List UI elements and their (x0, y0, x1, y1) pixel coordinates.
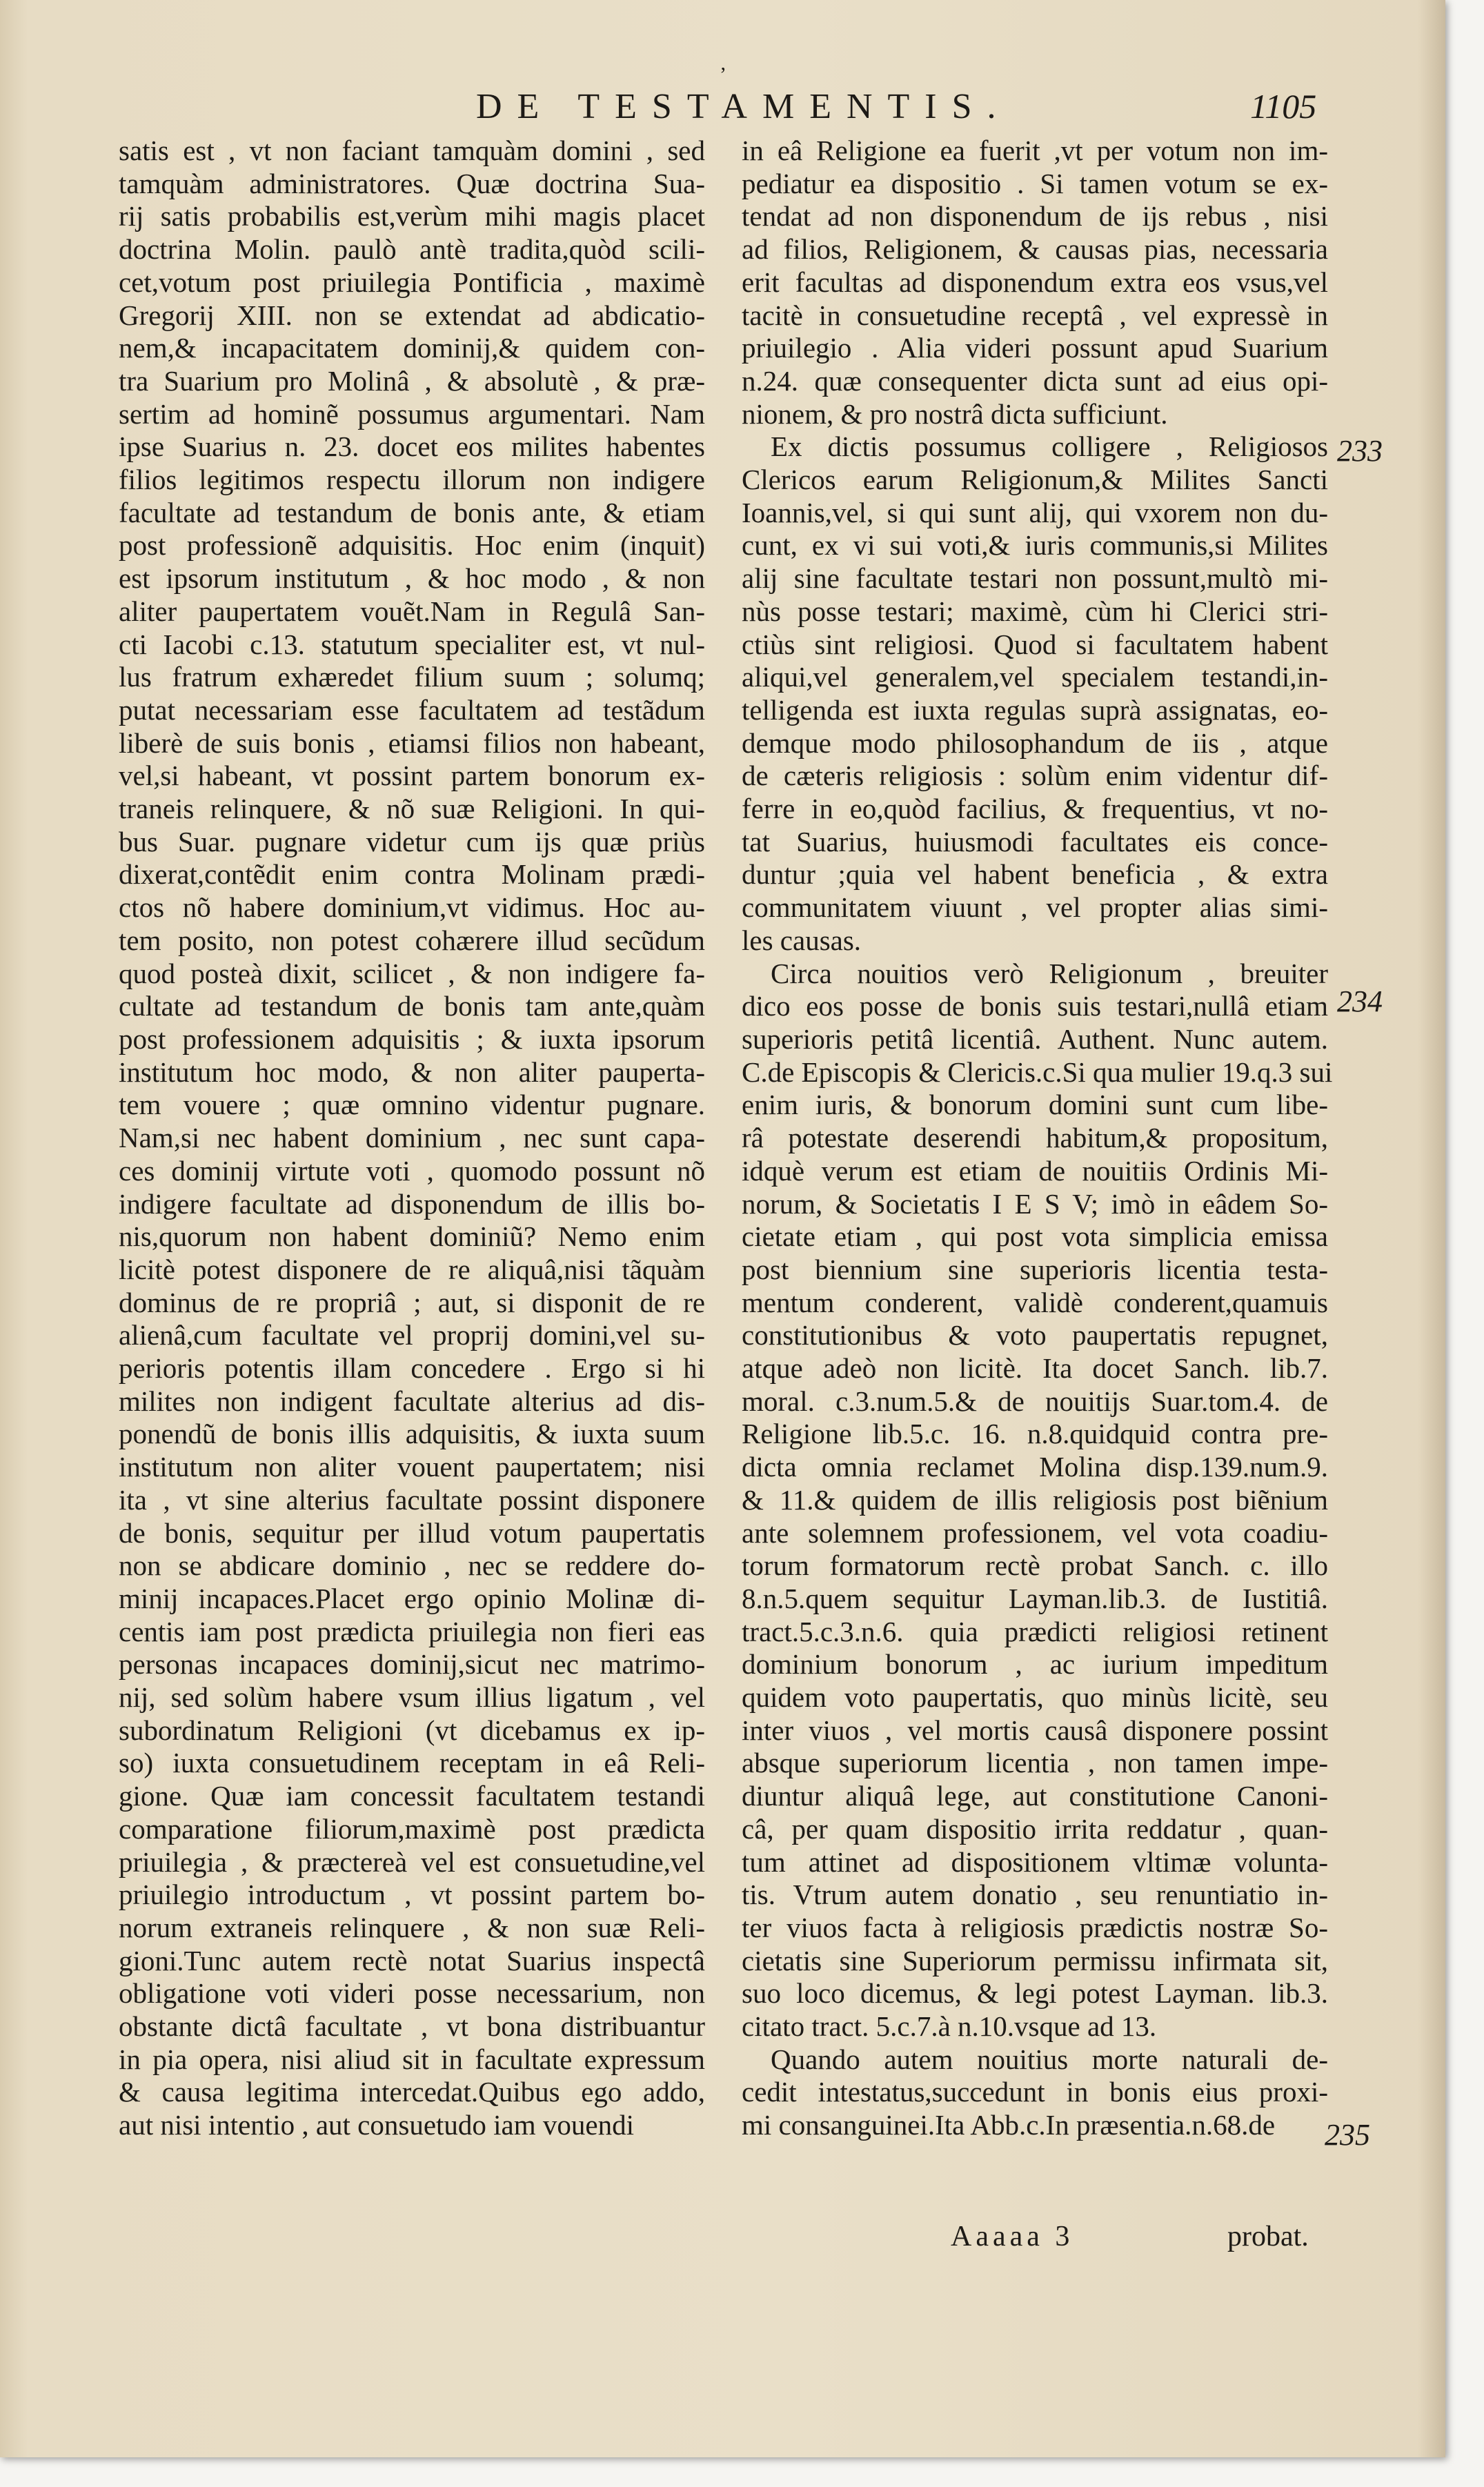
text-line: quod posteà dixit, scilicet , & non indigere fa- (119, 957, 705, 989)
text-line: ante solemnem professionem, vel vota coadiu- (742, 1516, 1328, 1549)
text-line: cti Iacobi c.13. statutum specialiter est, vt nul- (119, 628, 705, 660)
text-line: comparatione filiorum,maximè post prædicta (119, 1812, 705, 1845)
text-line: ita , vt sine alterius facultate possint disponere (119, 1483, 705, 1516)
text-line: tendat ad non disponendum de ijs rebus , nisi (742, 200, 1328, 232)
text-line: ferre in eo,quòd facilius, & frequentius, vt no- (742, 793, 1328, 825)
text-line: liberè de suis bonis , etiamsi filios non habeant, (119, 726, 705, 759)
text-line: tamquàm administratores. Quæ doctrina Sua- (119, 167, 705, 199)
text-line: bus Suar. pugnare videtur cum ijs quæ priùs (119, 825, 705, 858)
text-line: inter viuos , vel mortis causâ disponere possint (742, 1714, 1328, 1746)
text-line: licitè potest disponere de re aliquâ,nisi tãquàm (119, 1253, 705, 1285)
text-line: personas incapaces dominij,sicut nec matrimo- (119, 1648, 705, 1681)
text-line: dico eos posse de bonis suis testari,nullâ etiam (742, 990, 1328, 1022)
text-line: vel,si habeant, vt possint partem bonorum ex- (119, 760, 705, 792)
left-text-column (119, 135, 705, 2142)
text-line: ponendũ de bonis illis adquisitis, & iuxta suum (119, 1418, 705, 1450)
text-line: nij, sed solùm habere vsum illius ligatum , vel (119, 1681, 705, 1714)
text-line: tis. Vtrum autem donatio , seu renuntiatio in- (742, 1879, 1328, 1911)
text-line: perioris potentis illam concedere . Ergo si hi (119, 1352, 705, 1385)
text-line: nùs posse testari; maximè, cùm hi Clerici stri- (742, 595, 1328, 627)
text-line: rij satis probabilis est,verùm mihi magis placet (119, 200, 705, 232)
text-line: aliqui,vel generalem,vel specialem testandi,in- (742, 661, 1328, 693)
text-line: filios legitimos respectu illorum non indigere (119, 464, 705, 496)
text-line: est ipsorum institutum , & hoc modo , & non (119, 562, 705, 595)
text-line: torum formatorum rectè probat Sanch. c. illo (742, 1549, 1328, 1582)
text-line: traneis relinquere, & nõ suæ Religioni. In qui- (119, 793, 705, 825)
text-line: erit facultas ad disponendum extra eos vsus,vel (742, 266, 1328, 298)
text-line: 8.n.5.quem sequitur Layman.lib.3. de Iustitiâ. (742, 1582, 1328, 1614)
text-line: de bonis, sequitur per illud votum paupertatis (119, 1516, 705, 1549)
text-line: absque superiorum licentia , non tamen impe- (742, 1747, 1328, 1779)
text-line: cunt, ex vi sui voti,& iuris communis,si Milites (742, 529, 1328, 562)
text-line: obstante dictâ facultate , vt bona distribuantur (119, 2010, 705, 2043)
margin-number: 233 (1337, 434, 1383, 468)
margin-number: 235 (1325, 2118, 1370, 2152)
page-number: 1105 (1250, 87, 1317, 126)
text-line: quidem voto paupertatis, quo minùs licitè, seu (742, 1681, 1328, 1714)
text-line: alij sine facultate testari non possunt,multò mi- (742, 562, 1328, 595)
text-line: priuilegia , & præctereà vel est consuetudine,vel (119, 1845, 705, 1878)
text-line: C.de Episcopis & Clericis.c.Si qua mulier 19.q.3 sui (742, 1056, 1333, 1088)
text-line: tum attinet ad dispositionem vltimæ volunta- (742, 1845, 1328, 1878)
margin-number: 234 (1337, 984, 1383, 1018)
text-line: cietate etiam , qui post vota simplicia emissa (742, 1220, 1328, 1253)
text-line: post professionẽ adquisitis. Hoc enim (inquit) (119, 529, 705, 562)
text-line: moral. c.3.num.5.& de nouitijs Suar.tom.4. de (742, 1385, 1328, 1417)
text-line: gioni.Tunc autem rectè notat Suarius inspectâ (119, 1944, 705, 1976)
text-line: in eâ Religione ea fuerit ,vt per votum non im- (742, 135, 1328, 166)
signature-mark: Aaaaa 3 (951, 2221, 1074, 2252)
text-line: pediatur ea dispositio . Si tamen votum se ex- (742, 167, 1328, 199)
text-line: nionem, & pro nostrâ dicta sufficiunt. (742, 397, 1168, 430)
right-text-column (742, 135, 1333, 2142)
text-line: satis est , vt non faciant tamquàm domini , sed (119, 135, 705, 166)
text-line: aliter paupertatem vouẽt.Nam in Regulâ San- (119, 595, 705, 627)
text-line: mi consanguinei.Ita Abb.c.In præsentia.n.68.de (742, 2109, 1276, 2141)
text-line: communitatem viuunt , vel propter alias simi- (742, 891, 1328, 924)
text-line: Quando autem nouitius morte naturali de- (771, 2043, 1328, 2075)
text-line: subordinatum Religioni (vt dicebamus ex ip- (119, 1714, 705, 1746)
text-line: les causas. (742, 924, 862, 956)
text-line: alienâ,cum facultate vel proprij domini,vel su- (119, 1319, 705, 1351)
text-line: idquè verum est etiam de nouitiis Ordinis Mi- (742, 1154, 1328, 1187)
text-line: institutum non aliter vouent paupertatem; nisi (119, 1451, 705, 1483)
text-line: Circa nouitios verò Religionum , breuiter (771, 957, 1328, 989)
text-line: câ, per quam dispositio irrita reddatur , quan- (742, 1812, 1328, 1845)
text-line: cietatis sine Superiorum permissu infirmata sit, (742, 1944, 1328, 1976)
catchword: probat. (1227, 2221, 1309, 2252)
text-line: putat necessariam esse facultatem ad testãdum (119, 693, 705, 726)
text-line: Ex dictis possumus colligere , Religiosos (771, 430, 1328, 463)
text-line: tacitè in consuetudine receptâ , vel expressè in (742, 299, 1328, 331)
text-line: citato tract. 5.c.7.à n.10.vsque ad 13. (742, 2010, 1157, 2043)
text-line: cedit intestatus,succedunt in bonis eius proxi- (742, 2076, 1328, 2108)
text-line: lus fratrum exhæredet filium suum ; solumq; (119, 661, 705, 693)
stray-ink-mark: ʼ (720, 63, 726, 86)
text-line: cultate ad testandum de bonis tam ante,quàm (119, 990, 705, 1022)
text-line: sertim ad hominẽ possumus argumentari. Nam (119, 397, 705, 430)
text-line: & causa legitima intercedat.Quibus ego addo, (119, 2076, 705, 2108)
text-line: gione. Quæ iam concessit facultatem testandi (119, 1780, 705, 1812)
text-line: & 11.& quidem de illis religiosis post biẽnium (742, 1483, 1328, 1516)
text-line: tat Suarius, huiusmodi facultates eis conce- (742, 825, 1328, 858)
text-line: obligatione voti videri posse necessarium, non (119, 1977, 705, 2010)
text-line: de cæteris religiosis : solùm enim videntur dif- (742, 760, 1328, 792)
text-line: tract.5.c.3.n.6. quia prædicti religiosi retinent (742, 1615, 1328, 1647)
text-line: dixerat,contẽdit enim contra Molinam prædi- (119, 858, 705, 891)
text-line: mentum conderent, validè conderent,quamuis (742, 1286, 1328, 1318)
text-line: institutum hoc modo, & non aliter pauperta- (119, 1056, 705, 1088)
running-head: DE TESTAMENTIS. (476, 87, 1011, 126)
text-line: post professionem adquisitis ; & iuxta ipsorum (119, 1022, 705, 1055)
text-line: dominus de re propriâ ; aut, si disponit de re (119, 1286, 705, 1318)
text-line: tem posito, non potest cohærere illud secũdum (119, 924, 705, 956)
text-line: suo loco dicemus, & legi potest Layman. lib.3. (742, 1977, 1328, 2010)
text-line: Nam,si nec habent dominium , nec sunt capa- (119, 1122, 705, 1154)
text-line: non se abdicare dominio , nec se reddere do- (119, 1549, 705, 1582)
text-line: priuilegio . Alia videri possunt apud Suarium (742, 332, 1328, 364)
text-line: ter viuos facta à religiosis prædictis nostræ So- (742, 1911, 1328, 1943)
text-line: Clericos earum Religionum,& Milites Sancti (742, 464, 1328, 496)
text-line: enim iuris, & bonorum domini sunt cum libe- (742, 1089, 1328, 1121)
text-line: indigere facultate ad disponendum de illis bo- (119, 1187, 705, 1220)
text-line: duntur ;quia vel habent beneficia , & extra (742, 858, 1328, 891)
text-line: centis iam post prædicta priuilegia non fieri eas (119, 1615, 705, 1647)
text-line: so) iuxta consuetudinem receptam in eâ Reli- (119, 1747, 705, 1779)
text-line: râ potestate deserendi habitum,& propositum, (742, 1122, 1328, 1154)
text-line: ad filios, Religionem, & causas pias, necessaria (742, 233, 1328, 266)
text-line: doctrina Molin. paulò antè tradita,quòd scili- (119, 233, 705, 266)
text-line: ipse Suarius n. 23. docet eos milites habentes (119, 430, 705, 463)
text-line: milites non indigent facultate alterius ad dis- (119, 1385, 705, 1417)
text-line: diuntur aliquâ lege, aut constitutione Canoni- (742, 1780, 1328, 1812)
text-line: constitutionibus & voto paupertatis repugnet, (742, 1319, 1328, 1351)
text-line: atque adeò non licitè. Ita docet Sanch. lib.7. (742, 1352, 1328, 1385)
text-line: tem vouere ; quæ omnino videntur pugnare. (119, 1089, 705, 1121)
text-line: nis,quorum non habent dominiũ? Nemo enim (119, 1220, 705, 1253)
text-line: norum extraneis relinquere , & non suæ Reli- (119, 1911, 705, 1943)
text-line: norum, & Societatis I E S V; imò in eâdem So- (742, 1187, 1328, 1220)
text-line: nem,& incapacitatem dominij,& quidem con- (119, 332, 705, 364)
text-line: ces dominij virtute voti , quomodo possunt nõ (119, 1154, 705, 1187)
text-line: dicta omnia reclamet Molina disp.139.num.9. (742, 1451, 1328, 1483)
text-line: ctos nõ habere dominium,vt vidimus. Hoc au- (119, 891, 705, 924)
text-line: telligenda est iuxta regulas suprà assignatas, eo- (742, 693, 1328, 726)
text-line: cet,votum post priuilegia Pontificia , maximè (119, 266, 705, 298)
text-line: aut nisi intentio , aut consuetudo iam vouendi (119, 2109, 634, 2141)
text-line: Ioannis,vel, si qui sunt alij, qui vxorem non du- (742, 496, 1328, 528)
text-line: ctiùs sint religiosi. Quod si facultatem habent (742, 628, 1328, 660)
text-line: tra Suarium pro Molinâ , & absolutè , & præ- (119, 364, 705, 397)
text-line: post biennium sine superioris licentia testa- (742, 1253, 1328, 1285)
text-line: Gregorij XIII. non se extendat ad abdicatio- (119, 299, 705, 331)
text-line: superioris petitâ licentiâ. Authent. Nunc autem. (742, 1022, 1328, 1055)
text-line: dominium bonorum , ac iurium impeditum (742, 1648, 1328, 1681)
text-line: facultate ad testandum de bonis ante, & etiam (119, 496, 705, 528)
text-line: demque modo philosophandum de iis , atque (742, 726, 1328, 759)
text-line: minij incapaces.Placet ergo opinio Molinæ di- (119, 1582, 705, 1614)
text-line: Religione lib.5.c. 16. n.8.quidquid contra pre- (742, 1418, 1328, 1450)
text-line: priuilegio introductum , vt possint partem bo- (119, 1879, 705, 1911)
text-line: n.24. quæ consequenter dicta sunt ad eius opi- (742, 364, 1328, 397)
text-line: in pia opera, nisi aliud sit in facultate expressum (119, 2043, 705, 2075)
